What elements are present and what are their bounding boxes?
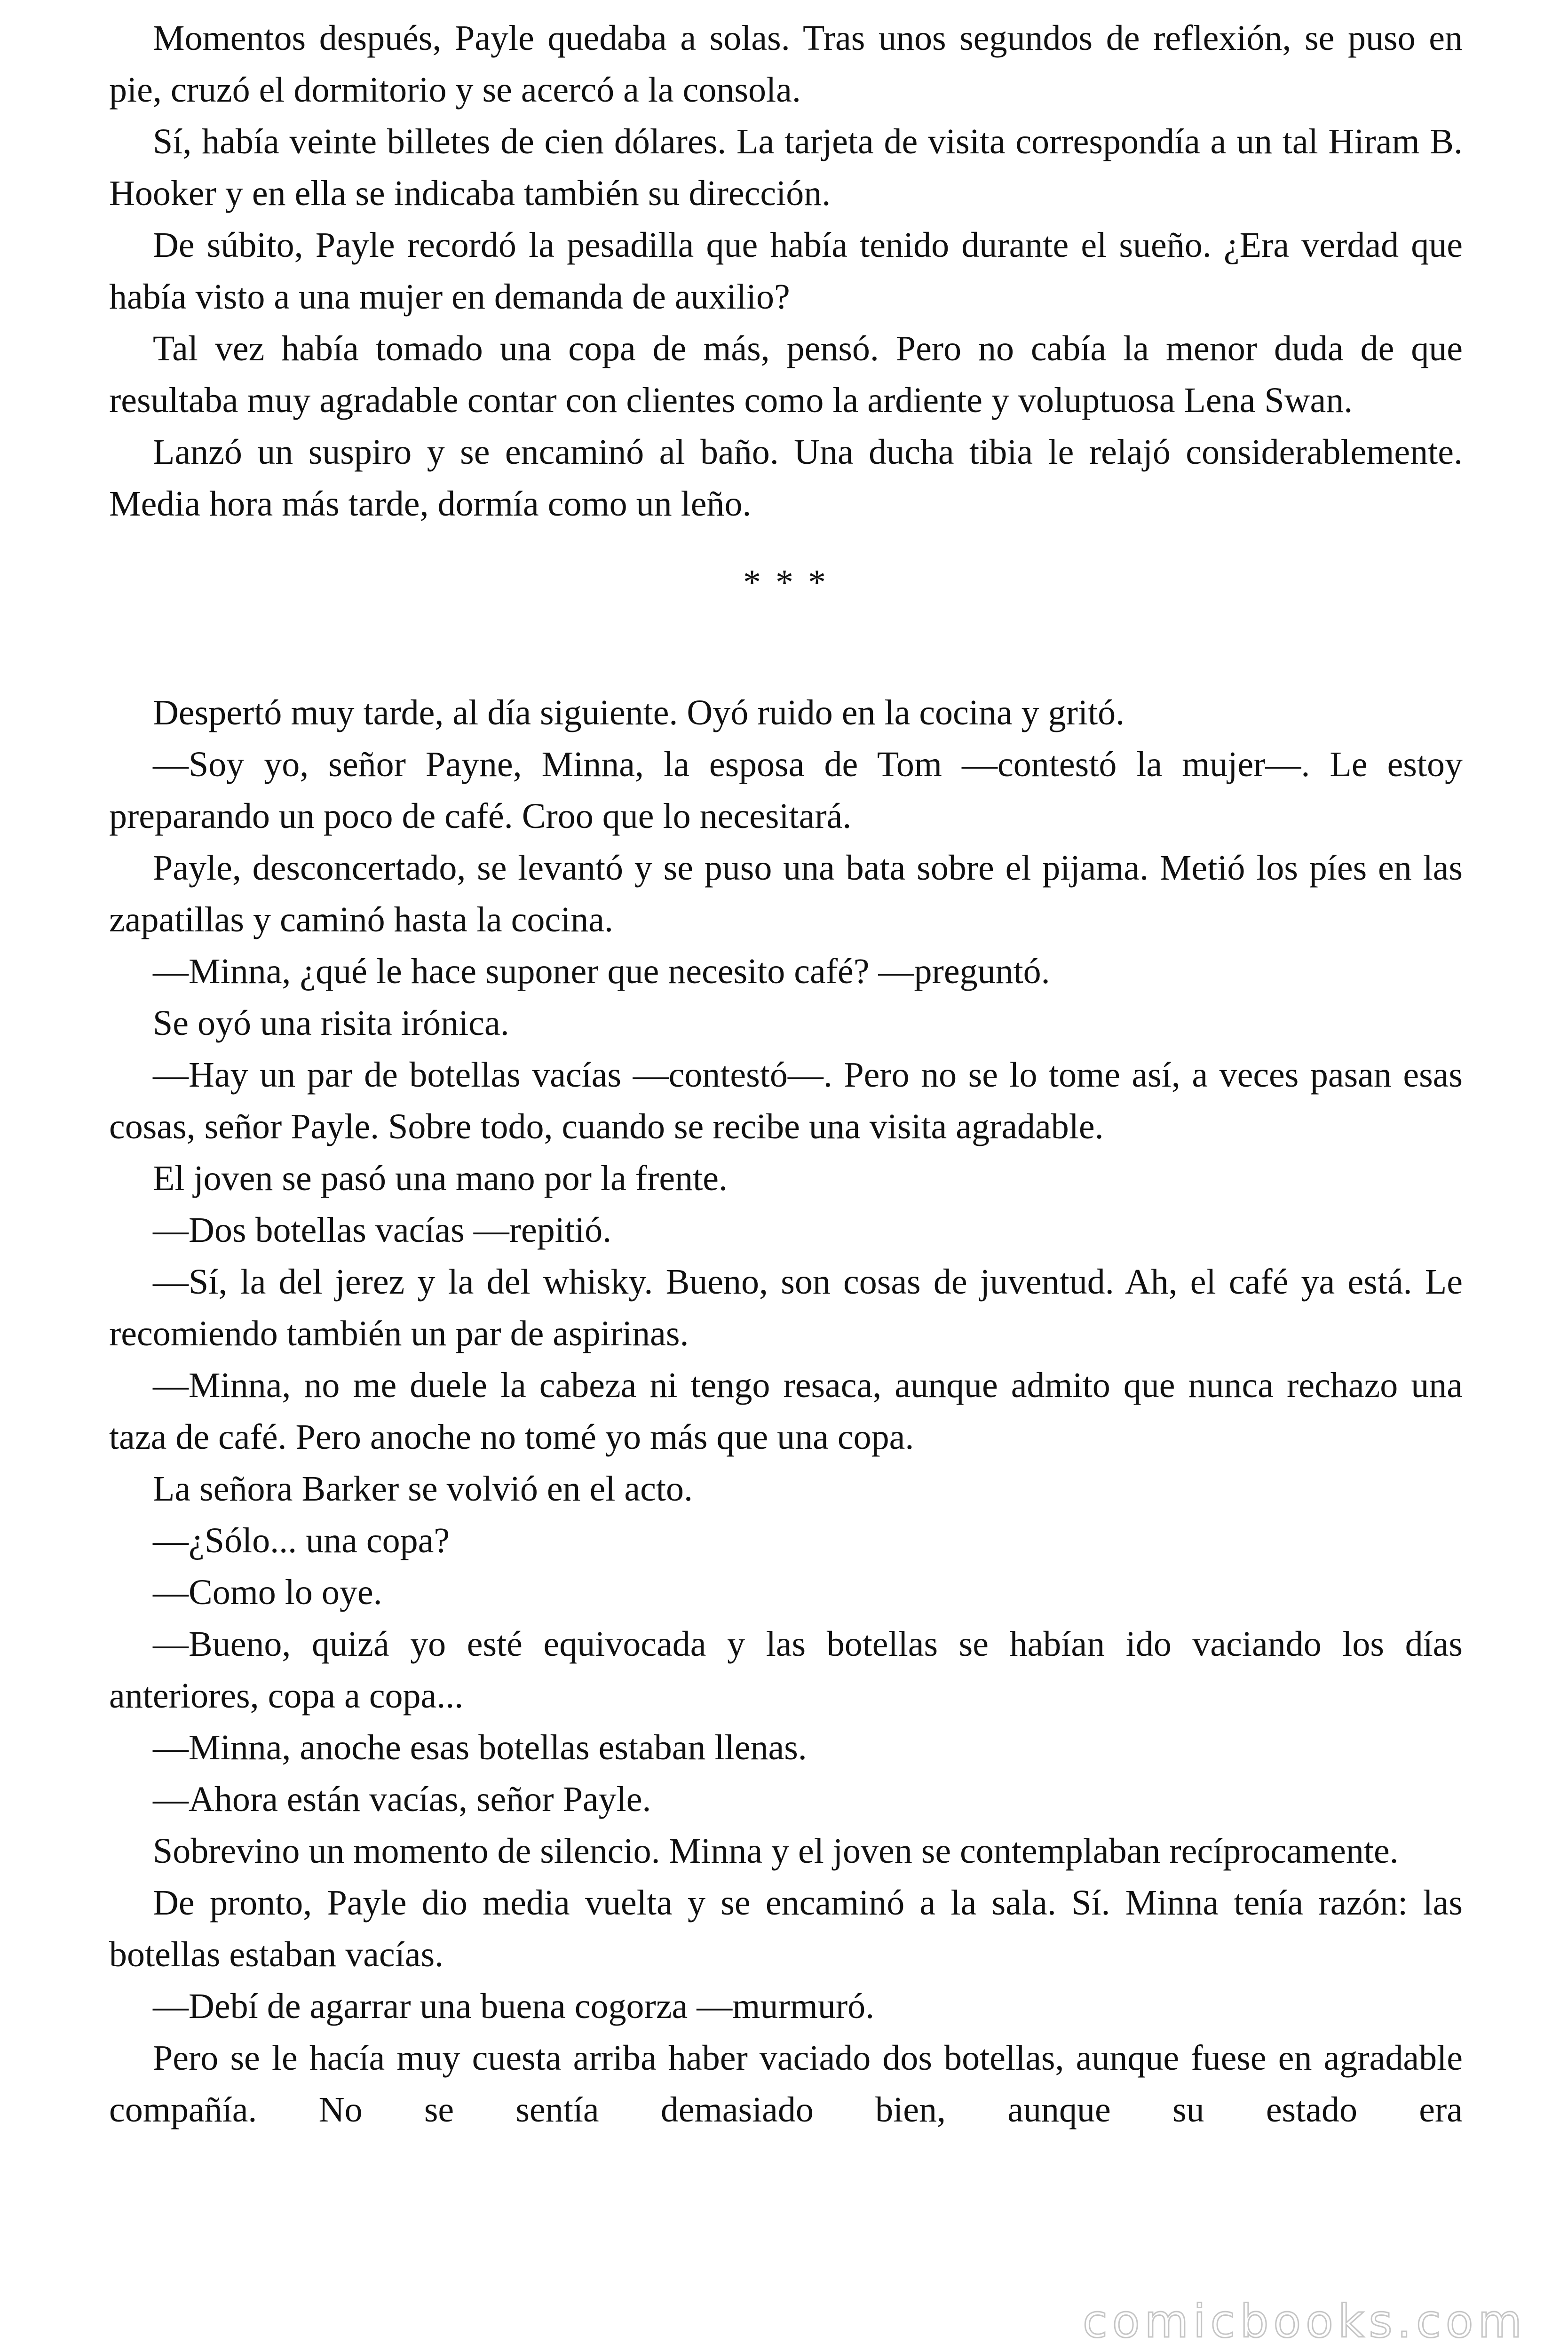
paragraph: —Minna, anoche esas botellas estaban llenas. [153,1728,807,1767]
paragraph: —Minna, ¿qué le hace suponer que necesito café? —preguntó. [153,952,1050,991]
paragraph: —Debí de agarrar una buena cogorza —murmuró. [153,1986,875,2026]
paragraph: —¿Sólo... una copa? [153,1521,450,1560]
paragraph: Tal vez había tomado una copa de más, pensó. Pero no cabía la menor duda de que resultaba muy agradable contar con clientes como la ardiente y voluptuosa Lena Swan. [109,329,1463,420]
scene-separator: * * * [743,563,829,602]
page-body [109,12,1463,2136]
paragraph: —Sí, la del jerez y la del whisky. Bueno, son cosas de juventud. Ah, el café ya está. Le recomiendo también un par de aspirinas. [109,1262,1463,1353]
paragraph: —Bueno, quizá yo esté equivocada y las botellas se habían ido vaciando los días anteriores, copa a copa... [109,1624,1463,1716]
paragraph: Se oyó una risita irónica. [153,1003,509,1043]
paragraph: —Hay un par de botellas vacías —contestó—. Pero no se lo tome así, a veces pasan esas cosas, señor Payle. Sobre todo, cuando se recibe una visita agradable. [109,1055,1463,1146]
paragraph: Sobrevino un momento de silencio. Minna y el joven se contemplaban recíprocamente. [153,1831,1399,1871]
paragraph: Pero se le hacía muy cuesta arriba haber vaciado dos botellas, aunque fuese en agradable compañía. No se sentía demasiado bien, aunque su estado era [109,2038,1463,2130]
paragraph: La señora Barker se volvió en el acto. [153,1469,693,1509]
paragraph: Payle, desconcertado, se levantó y se puso una bata sobre el pijama. Metió los píes en las zapatillas y caminó hasta la cocina. [109,848,1463,939]
paragraph: Sí, había veinte billetes de cien dólares. La tarjeta de visita correspondía a un tal Hiram B. Hooker y en ella se indicaba también su dirección. [109,122,1463,213]
watermark-text: comicbooks.com [1082,2295,1527,2348]
paragraph: El joven se pasó una mano por la frente. [153,1159,728,1198]
paragraph: Momentos después, Payle quedaba a solas. Tras unos segundos de reflexión, se puso en pie, cruzó el dormitorio y se acercó a la consola. [109,18,1463,110]
paragraph: Despertó muy tarde, al día siguiente. Oyó ruido en la cocina y gritó. [153,693,1125,732]
paragraph: —Ahora están vacías, señor Payle. [153,1780,651,1819]
paragraph: Lanzó un suspiro y se encaminó al baño. Una ducha tibia le relajó considerablemente. Media hora más tarde, dormía como un leño. [109,432,1463,524]
paragraph: —Minna, no me duele la cabeza ni tengo resaca, aunque admito que nunca rechazo una taza de café. Pero anoche no tomé yo más que una copa. [109,1366,1463,1457]
paragraph: De pronto, Payle dio media vuelta y se encaminó a la sala. Sí. Minna tenía razón: las botellas estaban vacías. [109,1883,1463,1974]
paragraph: —Dos botellas vacías —repitió. [153,1210,612,1250]
paragraph: —Soy yo, señor Payne, Minna, la esposa de Tom —contestó la mujer—. Le estoy preparando un poco de café. Croo que lo necesitará. [109,745,1463,836]
paragraph: —Como lo oye. [153,1573,382,1612]
paragraph: De súbito, Payle recordó la pesadilla que había tenido durante el sueño. ¿Era verdad que había visto a una mujer en demanda de auxilio? [109,225,1463,317]
